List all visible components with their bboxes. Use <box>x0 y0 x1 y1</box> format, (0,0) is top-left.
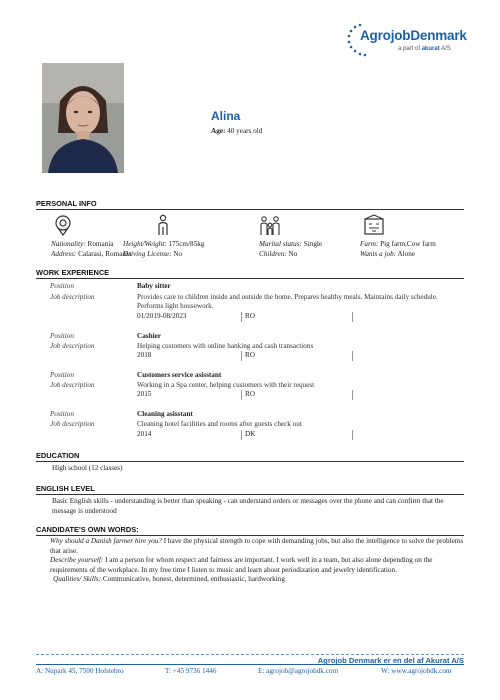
job-title: Cleaning asisstant <box>137 410 193 418</box>
footer-company: Agrojob Denmark er en del af Akurat A/S <box>317 656 464 665</box>
candidate-photo <box>42 63 124 173</box>
brand-tagline: a part of akurat A/S <box>398 46 451 52</box>
education-text: High school (12 classes) <box>52 464 123 472</box>
job-country: RO <box>241 312 255 322</box>
row-divider <box>352 390 353 400</box>
personal-info-column: Nationality: Romania Address: Calarasi, Romania <box>51 240 132 258</box>
section-divider <box>36 535 464 536</box>
personal-info-heading: PERSONAL INFO <box>36 199 97 208</box>
section-divider <box>36 209 464 210</box>
personal-info-column: Marital status: Single Children: No <box>259 240 323 258</box>
personal-info-column: Farm: Pig farm,Cow farm Wants a job: Alone <box>360 240 436 258</box>
job-description-label: Job description <box>50 342 95 350</box>
footer-address: A: Nupark 45, 7500 Holstebro <box>36 667 124 675</box>
job-description: Helping customers with online banking and cash transactions <box>137 342 314 350</box>
section-divider <box>36 494 464 495</box>
job-country: DK <box>241 430 255 440</box>
job-description-label: Job description <box>50 293 95 301</box>
position-label: Position <box>50 410 74 418</box>
section-divider <box>36 461 464 462</box>
english-level-heading: ENGLISH LEVEL <box>36 484 95 493</box>
company-logo <box>346 22 476 58</box>
location-pin-icon <box>52 214 74 236</box>
english-level-text: Basic English skills - understanding is better than speaking - can understand orders or messages over the phone and can confirm that the message is understood <box>52 497 444 515</box>
job-meta-row <box>137 390 353 400</box>
job-dates: 2015 <box>137 390 152 398</box>
row-divider <box>352 430 353 440</box>
work-experience-heading: WORK EXPERIENCE <box>36 268 110 277</box>
job-title: Customers service asisstant <box>137 371 222 379</box>
position-label: Position <box>50 332 74 340</box>
farm-icon <box>363 214 385 236</box>
candidate-words-heading: CANDIDATE'S OWN WORDS: <box>36 525 139 534</box>
row-divider <box>352 351 353 361</box>
education-heading: EDUCATION <box>36 451 80 460</box>
job-description: Working in a Spa center, helping customers with their request <box>137 381 315 389</box>
row-divider <box>352 312 353 322</box>
job-dates: 2018 <box>137 351 152 359</box>
job-country: RO <box>241 351 255 361</box>
job-description-label: Job description <box>50 381 95 389</box>
job-description: Provides care to children inside and outside the home. Prepares healthy meals. Maintains daily schedule. Performs light housework. <box>137 293 438 311</box>
candidate-words-text: Why should a Danish farmer hire you? I have the physical strength to cope with demanding jobs, but also the intelligence to solve the problems that arise. Describe yourself: I am a person for whom respect and fairness are important. I work well in a team, but also alone depending on the requirements of the workplace. In my free time I listen to music and learn about periodization and jewelry identification. Qualities/ Skills: Communicative, honest, determined, enthusiastic, hardworking <box>50 537 464 584</box>
job-title: Baby sitter <box>137 282 171 290</box>
position-label: Position <box>50 371 74 379</box>
person-icon <box>152 214 174 236</box>
job-dates: 2014 <box>137 430 152 438</box>
position-label: Position <box>50 282 74 290</box>
job-country: RO <box>241 390 255 400</box>
section-divider <box>36 278 464 279</box>
candidate-name: Alina <box>211 109 241 123</box>
footer-phone: T: +45 9736 1446 <box>165 667 217 675</box>
family-icon <box>259 214 281 236</box>
brand-name: AgrojobDenmark <box>360 28 467 43</box>
job-meta-row <box>137 312 353 322</box>
job-title: Cashier <box>137 332 161 340</box>
footer-email-link[interactable]: E: agrojob@agrojobdk.com <box>258 667 339 675</box>
footer-divider <box>36 664 464 665</box>
job-meta-row <box>137 430 353 440</box>
job-description-label: Job description <box>50 420 95 428</box>
job-dates: 01/2019-08/2023 <box>137 312 187 320</box>
footer-divider <box>36 654 464 655</box>
personal-info-column: Height/Weight: 175cm/85kg Driving License: No <box>123 240 205 258</box>
job-description: Cleaning hotel facilities and rooms after guests check out <box>137 420 302 428</box>
footer-website-link[interactable]: W: www.agrojobdk.com <box>381 667 452 675</box>
job-meta-row <box>137 351 353 361</box>
candidate-age: Age: 40 years old <box>211 127 263 135</box>
